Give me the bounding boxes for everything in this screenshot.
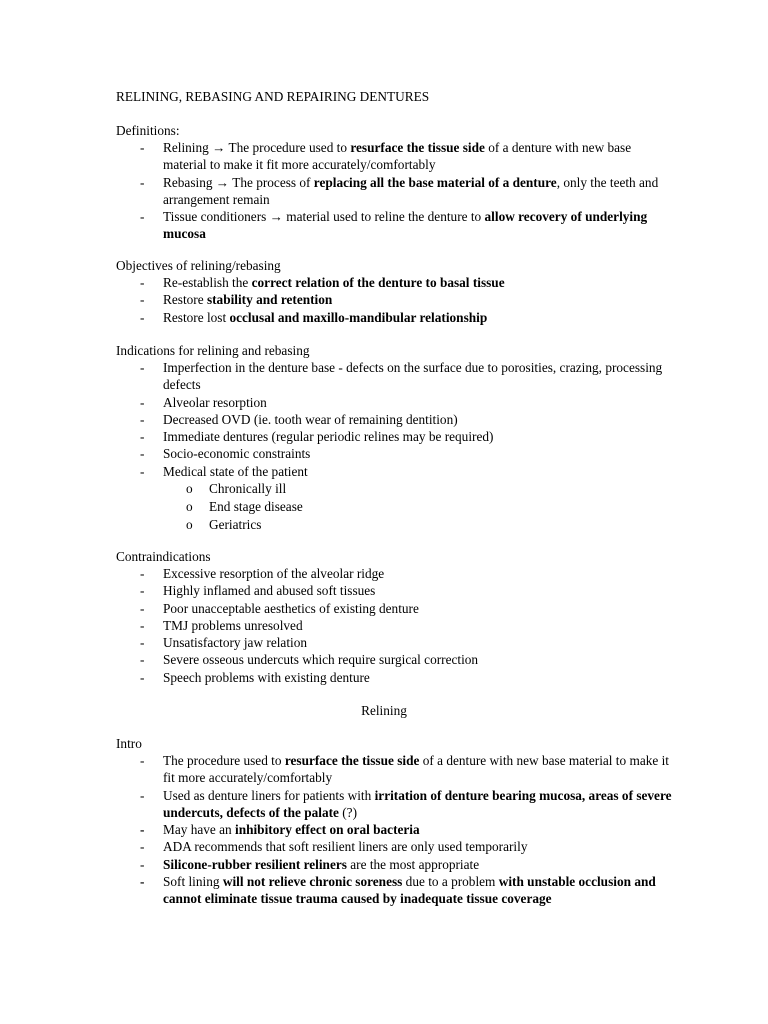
- objectives-heading: Objectives of relining/rebasing: [116, 258, 281, 273]
- indications-heading: Indications for relining and rebasing: [116, 343, 310, 358]
- list-item: - Severe osseous undercuts which require surgical correction: [140, 652, 479, 668]
- bullet-dash: -: [140, 635, 145, 651]
- relining-intro-list: [116, 752, 676, 908]
- list-item: - ADA recommends that soft resilient liners are only used temporarily: [140, 839, 528, 855]
- definitions-list: [116, 139, 676, 243]
- list-item: - May have an inhibitory effect on oral bacteria: [140, 822, 420, 838]
- bullet-circle: o: [186, 481, 193, 497]
- list-item: - Restore lost occlusal and maxillo-mandibular relationship: [140, 309, 488, 325]
- objectives-list: [116, 274, 676, 326]
- bullet-dash: -: [140, 617, 145, 633]
- bullet-circle: o: [186, 517, 193, 533]
- bullet-dash: -: [140, 787, 145, 803]
- bullet-dash: -: [140, 839, 145, 855]
- bullet-dash: -: [140, 360, 145, 375]
- list-item: - Rebasing → The process of replacing all the base material of a denture, only the teeth and arrangement remain: [140, 174, 659, 207]
- bullet-dash: -: [140, 411, 145, 427]
- list-item: - TMJ problems unresolved: [140, 617, 303, 633]
- bullet-dash: -: [140, 600, 145, 616]
- contraindications-list: [116, 565, 676, 686]
- list-item: - Tissue conditioners → material used to reline the denture to allow recovery of underlying mucosa: [140, 209, 648, 242]
- list-item: - Re-establish the correct relation of the denture to basal tissue: [140, 275, 505, 290]
- bullet-dash: -: [140, 292, 145, 308]
- bullet-dash: -: [140, 174, 145, 190]
- contraindications-heading: Contraindications: [116, 549, 211, 564]
- bullet-dash: -: [140, 856, 145, 872]
- definitions-heading: Definitions:: [116, 123, 180, 138]
- bullet-dash: -: [140, 446, 145, 462]
- list-item: - Poor unacceptable aesthetics of existing denture: [140, 600, 419, 616]
- sub-list-item: o Geriatrics: [186, 517, 262, 533]
- list-item: - Speech problems with existing denture: [140, 669, 370, 685]
- sub-list-item: o Chronically ill: [186, 481, 287, 497]
- list-item: - Used as denture liners for patients with irritation of denture bearing mucosa, areas of severe undercuts, defects of the palate (?): [140, 787, 672, 820]
- list-item: - Alveolar resorption: [140, 394, 267, 410]
- list-item: - Imperfection in the denture base - defects on the surface due to porosities, crazing, processing defects: [140, 360, 663, 393]
- bullet-dash: -: [140, 652, 145, 668]
- list-item: - Decreased OVD (ie. tooth wear of remaining dentition): [140, 411, 458, 427]
- medical-state-sublist: [163, 480, 676, 534]
- list-item: - Excessive resorption of the alveolar ridge: [140, 566, 385, 581]
- relining-section-title: Relining: [361, 703, 407, 718]
- bullet-dash: -: [140, 463, 145, 479]
- bullet-dash: -: [140, 753, 145, 768]
- list-item: - Unsatisfactory jaw relation: [140, 635, 307, 651]
- bullet-dash: -: [140, 394, 145, 410]
- bullet-dash: -: [140, 583, 145, 599]
- list-item: - Medical state of the patient o Chronically ill o End stage disease o Geriatrics: [116, 463, 676, 534]
- list-item: - Immediate dentures (regular periodic relines may be required): [140, 429, 494, 445]
- document-title: RELINING, REBASING AND REPAIRING DENTURES: [116, 89, 430, 104]
- list-item: - Relining → The procedure used to resurface the tissue side of a denture with new base material to make it fit more accurately/comfortably: [140, 140, 632, 173]
- bullet-dash: -: [140, 209, 145, 225]
- list-item: - Socio-economic constraints: [140, 446, 311, 462]
- bullet-dash: -: [140, 566, 145, 581]
- intro-heading: Intro: [116, 736, 142, 751]
- bullet-dash: -: [140, 275, 145, 290]
- bullet-circle: o: [186, 499, 193, 515]
- list-item: - Restore stability and retention: [140, 292, 333, 308]
- bullet-dash: -: [140, 140, 145, 155]
- indications-list: [116, 359, 676, 534]
- bullet-dash: -: [140, 874, 145, 890]
- bullet-dash: -: [140, 669, 145, 685]
- bullet-dash: -: [140, 309, 145, 325]
- list-item: - The procedure used to resurface the tissue side of a denture with new base material to make it fit more accurately/comfortably: [140, 753, 669, 786]
- sub-list-item: o End stage disease: [186, 499, 303, 515]
- list-item: - Soft lining will not relieve chronic soreness due to a problem with unstable occlusion and cannot eliminate tissue trauma caused by inadequate tissue coverage: [140, 874, 656, 907]
- list-item: - Highly inflamed and abused soft tissues: [140, 583, 376, 599]
- list-item: - Silicone-rubber resilient reliners are the most appropriate: [140, 856, 480, 872]
- bullet-dash: -: [140, 822, 145, 838]
- bullet-dash: -: [140, 429, 145, 445]
